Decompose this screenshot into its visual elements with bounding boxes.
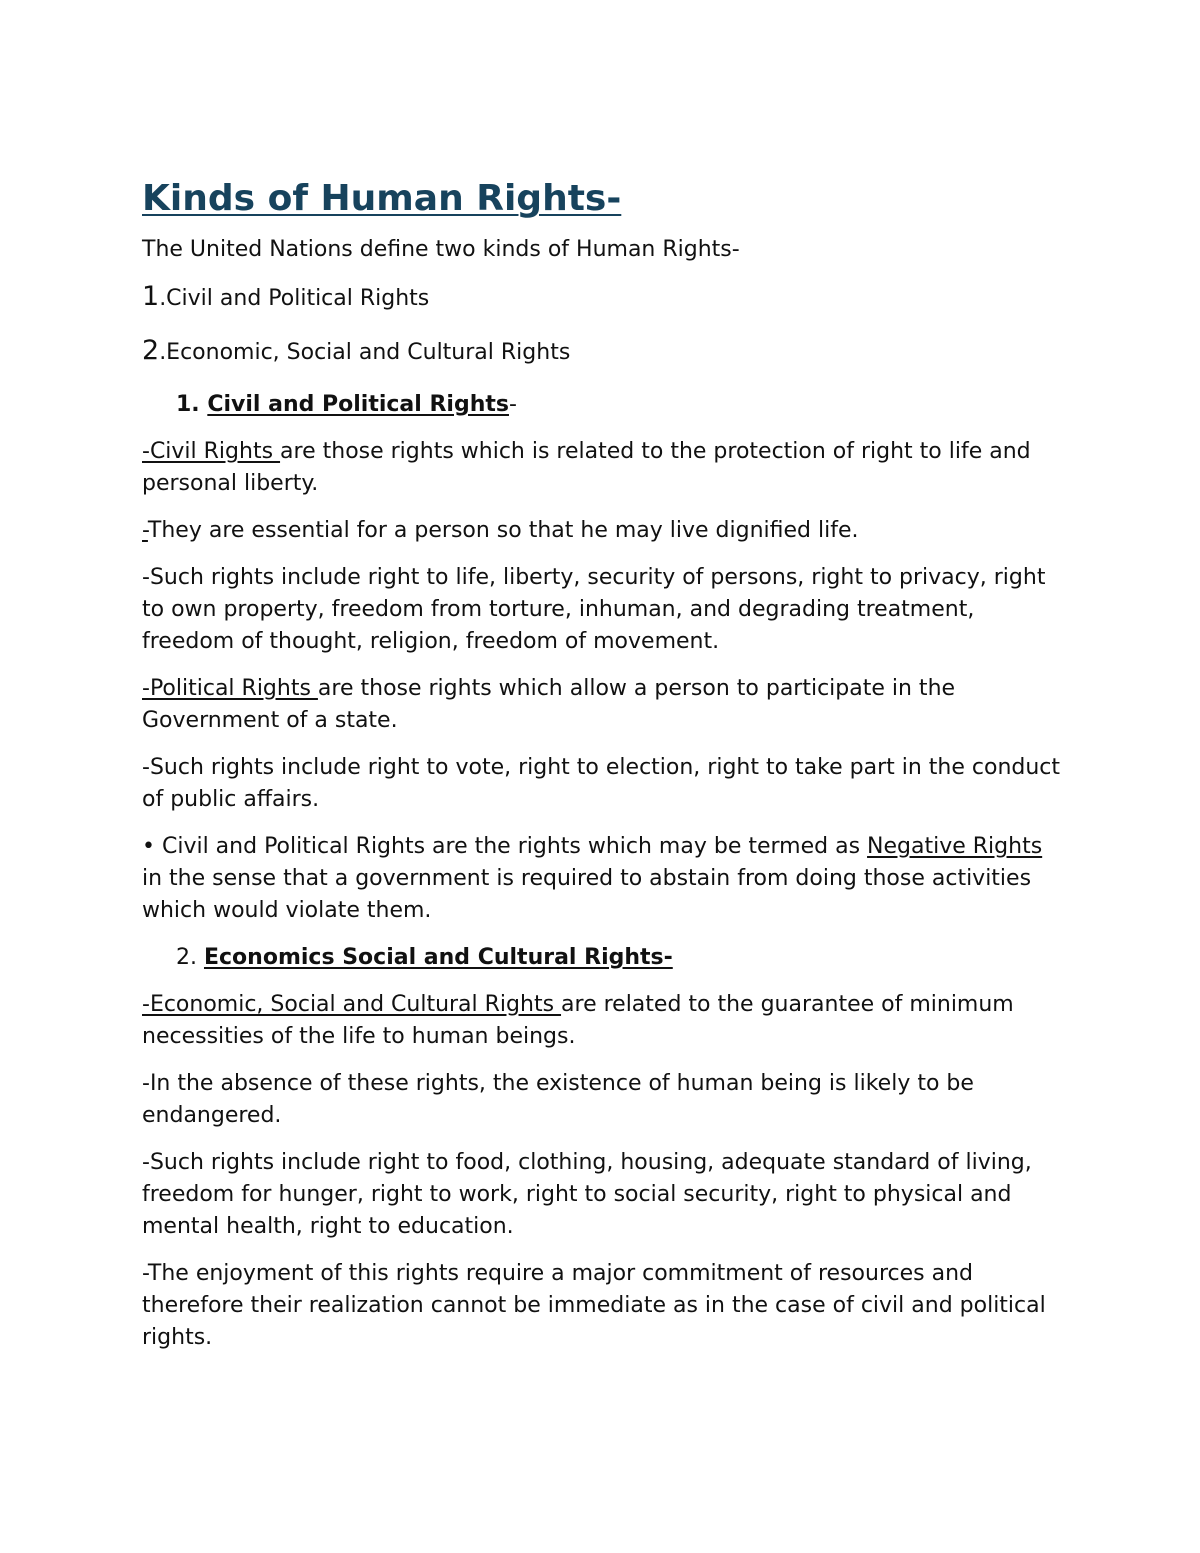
- paragraph: [142, 515, 1062, 547]
- section-number: 2.: [176, 945, 204, 970]
- paragraph-text: are those rights which is related to the protection of right to life and personal liberty.: [142, 439, 1031, 496]
- section-title: Economics Social and Cultural Rights-: [203, 945, 673, 970]
- section-suffix: -: [508, 392, 517, 417]
- paragraph-text: They are essential for a person so that he may live dignified life.: [147, 518, 859, 543]
- term-civil-rights: -Civil Rights: [142, 439, 281, 464]
- document-title: Kinds of Human Rights-: [142, 178, 622, 219]
- dash: -: [142, 518, 148, 543]
- section-number: 1.: [176, 392, 208, 417]
- paragraph-text: • Civil and Political Rights are the rights which may be termed as: [142, 834, 868, 859]
- paragraph: -Such rights include right to vote, right to election, right to take part in the conduct of public affairs.: [142, 755, 1061, 812]
- paragraph: -Such rights include right to food, clothing, housing, adequate standard of living, freedom for hunger, right to work, right to social security, right to physical and mental health, right to education.: [142, 1150, 1032, 1239]
- paragraph-text: are those rights which allow a person to participate in the Government of a state.: [142, 676, 956, 733]
- list-item-2: [142, 335, 1062, 369]
- paragraph: [142, 436, 1062, 500]
- paragraph: -The enjoyment of this rights require a major commitment of resources and therefore their realization cannot be immediate as in the case of civil and political rights.: [142, 1261, 1046, 1350]
- document-page: [142, 176, 1062, 1369]
- bullet-paragraph: [142, 831, 1062, 927]
- paragraph-text: are related to the guarantee of minimum necessities of the life to human beings.: [142, 992, 1014, 1049]
- term-negative-rights: Negative Rights: [867, 834, 1043, 859]
- section-2-heading: [142, 942, 1062, 974]
- paragraph: -Such rights include right to life, liberty, security of persons, right to privacy, right to own property, freedom from torture, inhuman, and degrading treatment, freedom of thought, religion, freedom of movement.: [142, 565, 1046, 654]
- list-text: .Civil and Political Rights: [159, 286, 430, 311]
- list-number: 1: [142, 281, 160, 312]
- section-1-heading: [142, 389, 1062, 421]
- list-item-1: [142, 281, 1062, 315]
- term-economic-rights: -Economic, Social and Cultural Rights: [142, 992, 562, 1017]
- list-number: 2: [142, 335, 160, 366]
- term-political-rights: -Political Rights: [142, 676, 318, 701]
- paragraph-text: in the sense that a government is required to abstain from doing those activities which would violate them.: [142, 866, 1032, 923]
- paragraph: [142, 989, 1062, 1053]
- paragraph: -In the absence of these rights, the existence of human being is likely to be endangered.: [142, 1071, 974, 1128]
- section-title: Civil and Political Rights: [207, 392, 509, 417]
- paragraph: [142, 673, 1062, 737]
- intro-text: The United Nations define two kinds of Human Rights-: [142, 237, 740, 262]
- list-text: .Economic, Social and Cultural Rights: [159, 340, 571, 365]
